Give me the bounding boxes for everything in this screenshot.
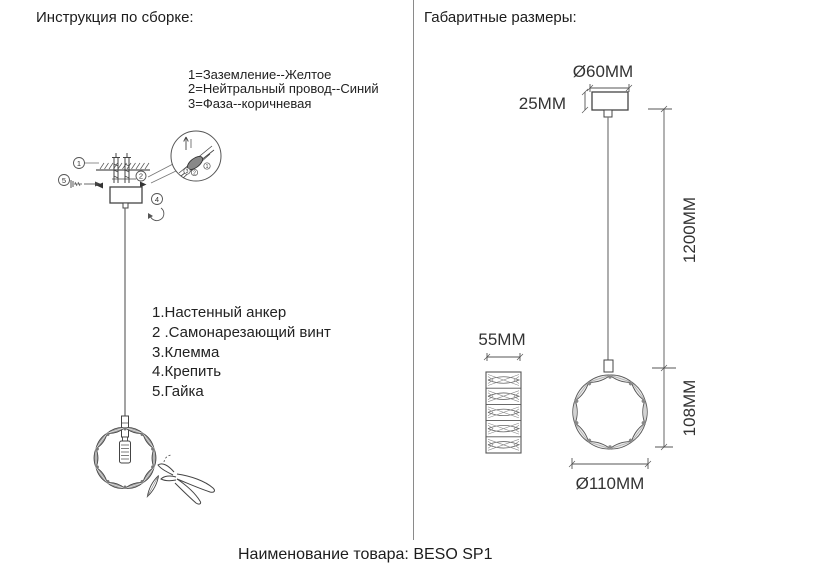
callout-1-anchor [74,158,100,169]
crystal-ring-dim-drawing [573,373,648,451]
wiring-detail-bubble [148,131,221,183]
dim-cable-length: 1200MM [680,196,699,264]
part-fix: 4.Крепить [152,363,222,381]
shade-side-view [486,372,521,453]
legend-phase: 3=Фаза--коричневая [188,95,312,111]
svg-text:2: 2 [193,170,196,177]
small-screw-icon [71,180,101,188]
product-name: Наименование товара: BESO SP1 [238,546,493,563]
part-screw: 2 .Самонарезающий винт [152,323,331,341]
dimensions-title: Габаритные размеры: [424,9,577,26]
callout-2-screw [136,171,146,181]
legend-ground: 1=Заземление--Желтое [188,67,332,82]
svg-text:2: 2 [138,171,144,181]
assembly-drawing [40,120,260,510]
callout-5-nut [59,175,102,189]
canopy-dim-drawing [592,92,628,117]
dim-line-cable-length [648,106,672,368]
dim-shade-diameter: Ø110MM [575,474,645,493]
pliers-icon [158,455,214,504]
part-anchor: 1.Настенный анкер [152,304,287,321]
canopy-drawing [110,187,142,208]
ceiling-hatching [96,163,150,170]
dim-shade-height: 108MM [680,379,699,437]
dim-shade-width: 55MM [478,330,526,349]
svg-text:1: 1 [76,158,82,168]
svg-text:4: 4 [154,194,160,204]
dim-line-canopy-diameter [587,84,632,92]
legend-neutral: 2=Нейтральный провод--Синий [188,81,379,97]
panel-divider [413,0,414,540]
dim-line-shade-diameter [569,458,651,469]
socket-and-bulb [120,416,131,463]
dimensions-drawing [420,55,720,500]
ring-fitting [604,360,613,372]
dim-canopy-height: 25MM [518,94,566,113]
callout-4-fix [148,194,164,221]
part-nut: 5.Гайка [152,383,204,401]
dim-line-shade-height [652,365,676,450]
part-terminal: 3.Клемма [152,343,220,361]
svg-text:3: 3 [185,168,189,175]
rotate-arrowhead-icon [148,213,153,219]
wire-color-legend [188,68,379,111]
svg-text:5: 5 [61,175,67,185]
dim-line-shade-width [484,353,523,361]
dim-line-canopy-height [582,89,588,113]
assembly-title: Инструкция по сборке: [36,9,194,26]
svg-text:1: 1 [205,163,209,170]
dim-canopy-diameter: Ø60MM [572,62,634,81]
